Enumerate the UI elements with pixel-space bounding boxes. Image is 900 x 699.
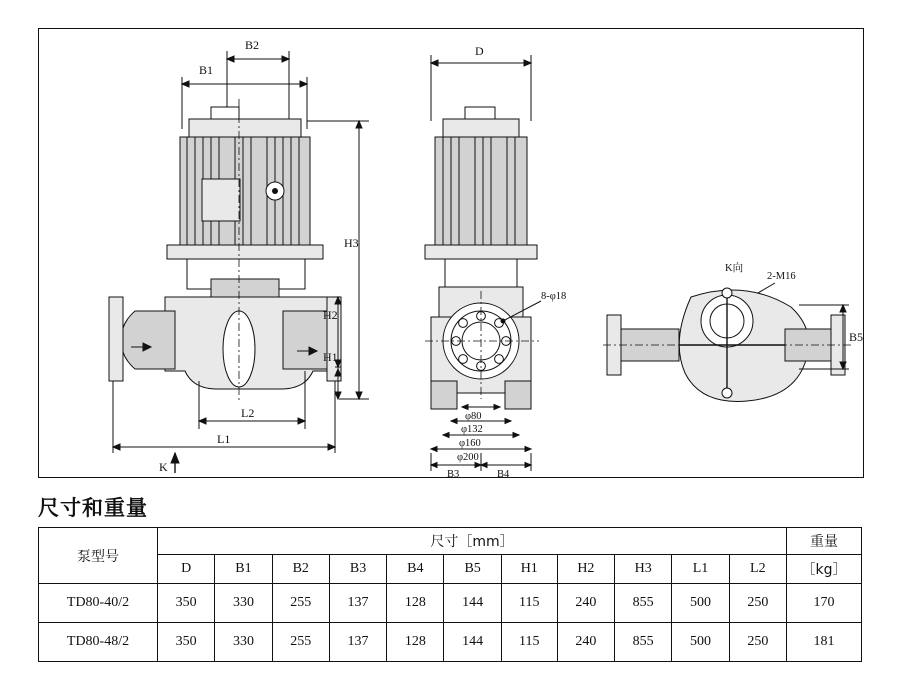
motor-fan-cover (211, 107, 239, 119)
label-b1: B1 (199, 63, 214, 77)
cell-l1: 500 (672, 584, 729, 623)
header-col-b2: B2 (272, 555, 329, 584)
cell-l2: 250 (729, 584, 786, 623)
cell-weight: 181 (787, 623, 862, 662)
motor-flange (167, 245, 323, 259)
cell-b2: 255 (272, 623, 329, 662)
suction-pipe (121, 311, 175, 369)
header-col-h1: H1 (501, 555, 557, 584)
side-motor-flange (425, 245, 537, 259)
cell-h3: 855 (615, 584, 672, 623)
label-h2: H2 (323, 308, 338, 322)
header-col-l1: L1 (672, 555, 729, 584)
header-col-b4: B4 (387, 555, 444, 584)
label-b2: B2 (245, 38, 260, 52)
k-view (599, 29, 863, 477)
table-row (39, 584, 862, 623)
header-weight-2: ［kg］ (787, 555, 862, 584)
side-coupling-guard (445, 259, 517, 287)
section-title: 尺寸和重量 (38, 496, 148, 520)
dim-phi200 (431, 447, 531, 452)
label-k-direction: K向 (725, 263, 744, 274)
cell-model: TD80-40/2 (39, 584, 158, 623)
header-model: 泵型号 (39, 528, 158, 584)
side-fan-cover (465, 107, 495, 119)
cell-b1: 330 (215, 584, 272, 623)
label-k: K (159, 460, 168, 474)
header-col-h2: H2 (557, 555, 614, 584)
label-d: D (475, 44, 484, 58)
cell-d: 350 (158, 623, 215, 662)
header-col-l2: L2 (729, 555, 786, 584)
cell-b2: 255 (272, 584, 329, 623)
cell-b4: 128 (387, 623, 444, 662)
foot-right (505, 381, 531, 409)
side-motor-cap (443, 119, 519, 137)
cell-h1: 115 (501, 623, 557, 662)
foot-left (431, 381, 457, 409)
label-l2: L2 (241, 406, 255, 420)
cell-h1: 115 (501, 584, 557, 623)
motor-shaft-dot (272, 188, 278, 194)
header-dims-group: 尺寸［mm］ (158, 528, 787, 555)
k-view-arrow (171, 453, 179, 473)
label-phi80: φ80 (465, 411, 482, 422)
header-col-b1: B1 (215, 555, 272, 584)
cell-l2: 250 (729, 623, 786, 662)
cell-b1: 330 (215, 623, 272, 662)
label-b5: B5 (849, 330, 863, 344)
header-col-h3: H3 (615, 555, 672, 584)
label-b4: B4 (497, 469, 510, 477)
header-col-b5: B5 (444, 555, 501, 584)
side-view (369, 29, 599, 477)
cell-h3: 855 (615, 623, 672, 662)
front-view (39, 29, 369, 477)
cell-model: TD80-48/2 (39, 623, 158, 662)
cell-weight: 170 (787, 584, 862, 623)
terminal-box (202, 179, 240, 221)
header-col-b3: B3 (329, 555, 386, 584)
dim-phi80 (462, 405, 500, 410)
table-header-row-1 (39, 528, 862, 555)
side-motor-housing (435, 137, 527, 245)
cell-d: 350 (158, 584, 215, 623)
dimensions-table (38, 527, 862, 662)
label-phi200: φ200 (457, 452, 479, 463)
label-l1: L1 (217, 432, 231, 446)
cell-b5: 144 (444, 623, 501, 662)
cell-b3: 137 (329, 584, 386, 623)
table-header-row-2 (39, 555, 862, 584)
label-2-m16: 2-M16 (767, 271, 796, 282)
table-row (39, 623, 862, 662)
cell-l1: 500 (672, 623, 729, 662)
header-weight-1: 重量 (787, 528, 862, 555)
label-h3: H3 (344, 236, 359, 250)
label-b3: B3 (447, 469, 460, 477)
cell-b4: 128 (387, 584, 444, 623)
cell-h2: 240 (557, 584, 614, 623)
lantern-bracket (211, 279, 279, 297)
motor-top-cap (189, 119, 301, 137)
suction-flange (109, 297, 123, 381)
label-phi160: φ160 (459, 438, 481, 449)
technical-drawing (38, 28, 864, 478)
label-phi132: φ132 (461, 424, 483, 435)
header-col-d: D (158, 555, 215, 584)
cell-b3: 137 (329, 623, 386, 662)
label-8-phi18: 8-φ18 (541, 291, 567, 302)
label-h1: H1 (323, 350, 338, 364)
cell-h2: 240 (557, 623, 614, 662)
cell-b5: 144 (444, 584, 501, 623)
